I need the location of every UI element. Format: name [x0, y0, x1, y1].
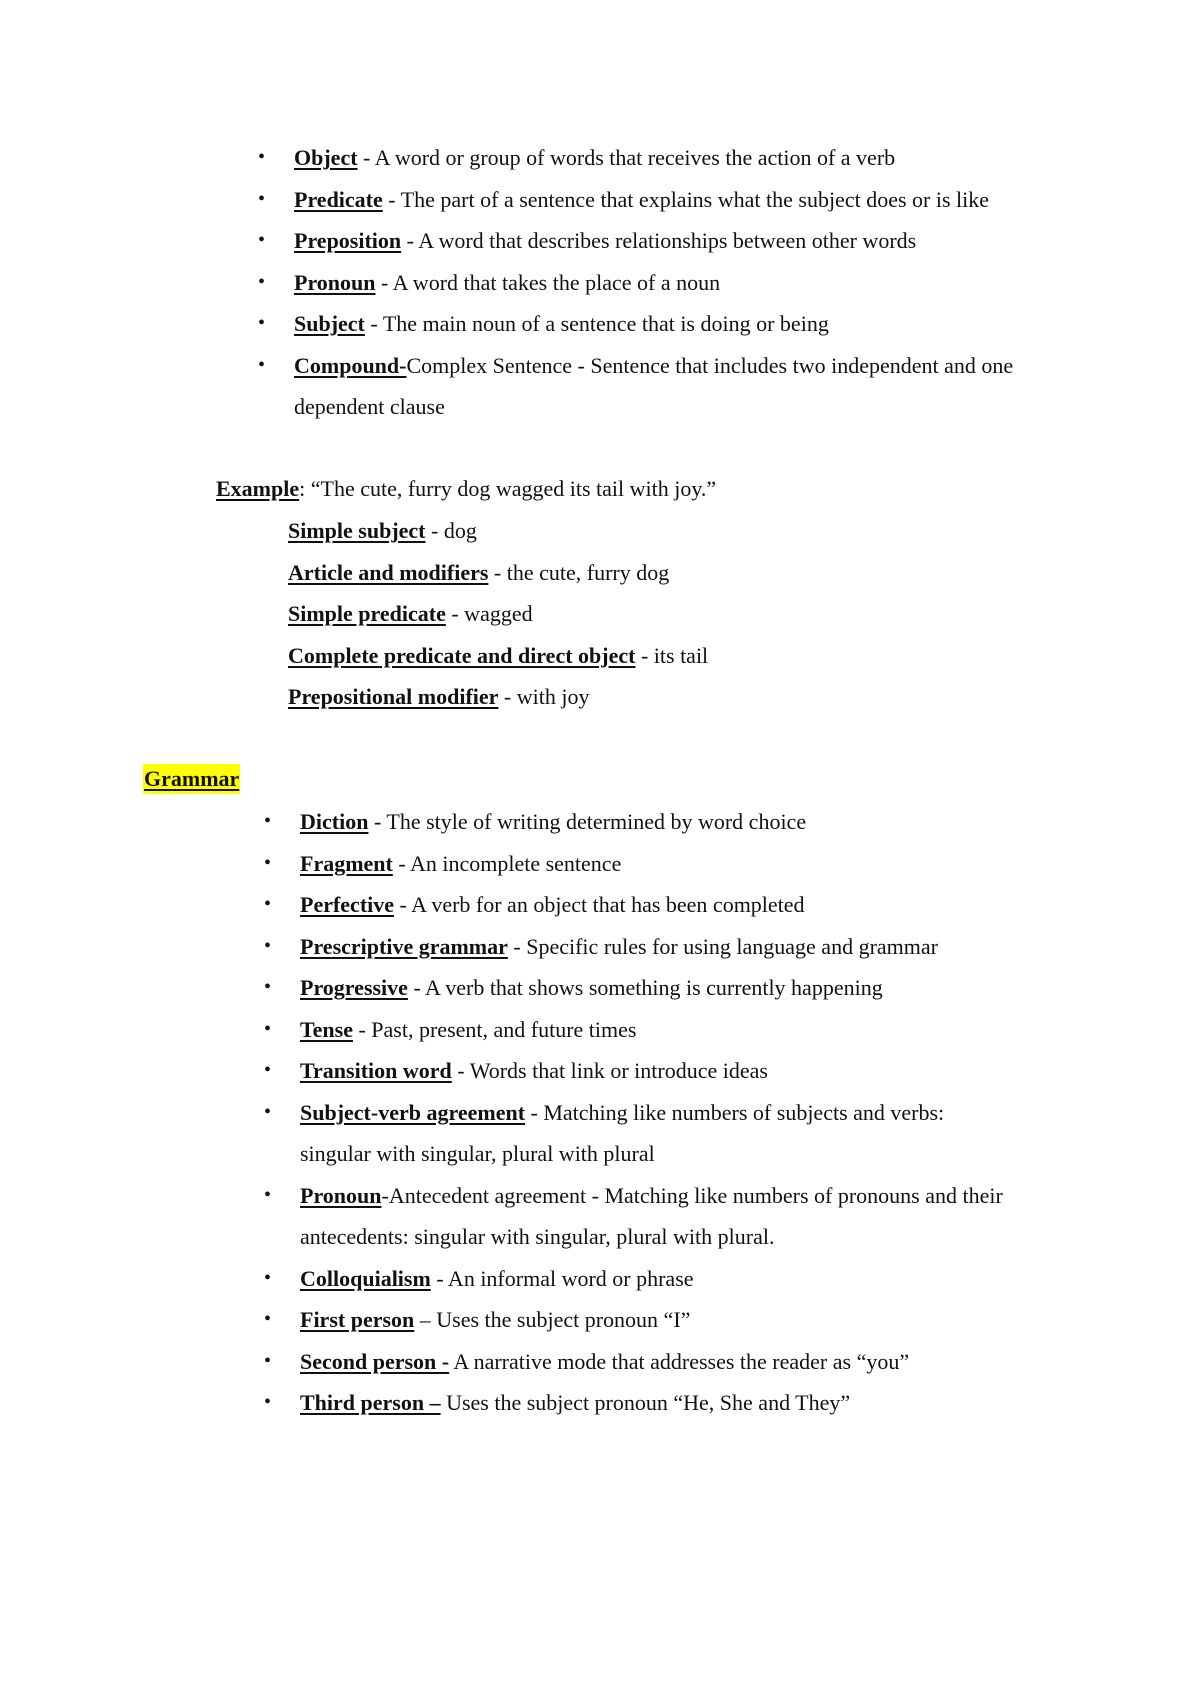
term-label: First person — [300, 1307, 415, 1332]
example-part — [288, 510, 708, 552]
list-item — [258, 303, 1094, 345]
list-item — [258, 262, 1094, 304]
term-label: Perfective — [300, 892, 395, 917]
list-item — [264, 1050, 1100, 1092]
bullet: • — [264, 1349, 272, 1372]
bullet: • — [264, 1308, 272, 1330]
part-value: - dog — [425, 518, 477, 543]
example-part — [288, 635, 708, 677]
list-item — [264, 1258, 1100, 1300]
part-label: Prepositional modifier — [288, 684, 499, 709]
list-item — [264, 1175, 1100, 1217]
bullet: • — [264, 1100, 272, 1123]
list-item — [258, 137, 1094, 179]
example-part — [288, 676, 708, 718]
term-definition: - An informal word or phrase — [430, 1265, 694, 1291]
term-label: Colloquialism — [300, 1265, 431, 1291]
part-value: - wagged — [445, 601, 533, 626]
bullet: • — [258, 146, 266, 168]
example-text: : “The cute, furry dog wagged its tail with joy.” — [299, 476, 717, 501]
term-label: Tense — [300, 1016, 353, 1042]
term-definition: Uses the subject pronoun “He, She and They” — [440, 1390, 851, 1415]
list-item — [264, 1341, 1100, 1383]
term-list-grammar — [264, 801, 1100, 1424]
term-label: Second person - — [300, 1348, 450, 1374]
term-definition: A narrative mode that addresses the reader as “you” — [449, 1348, 910, 1374]
term-definition: Complex Sentence - Sentence that includes two independent and one — [406, 352, 1014, 378]
term-definition: - A verb for an object that has been completed — [394, 892, 805, 917]
term-label: Third person – — [300, 1390, 441, 1415]
term-definition: - An incomplete sentence — [392, 850, 622, 876]
list-item-continuation — [300, 1133, 1100, 1175]
list-item — [264, 967, 1100, 1009]
term-definition: - A word that takes the place of a noun — [375, 269, 721, 295]
term-label: Object — [294, 145, 358, 170]
example-parts-list — [288, 510, 708, 718]
list-item — [264, 843, 1100, 885]
term-definition: - Specific rules for using language and grammar — [507, 933, 938, 959]
term-label: Pronoun — [300, 1182, 382, 1208]
term-definition: - A word or group of words that receives the action of a verb — [357, 145, 896, 170]
list-item — [264, 1382, 1100, 1424]
term-label: Subject-verb agreement — [300, 1099, 526, 1125]
bullet: • — [258, 229, 266, 251]
part-label: Article and modifiers — [288, 559, 489, 585]
bullet: • — [264, 851, 272, 874]
list-item — [264, 1092, 1100, 1134]
bullet: • — [264, 934, 272, 957]
list-item — [264, 1299, 1100, 1341]
term-definition: singular with singular, plural with plural — [300, 1141, 655, 1166]
example-part — [288, 593, 708, 635]
part-value: - with joy — [498, 684, 590, 709]
bullet: • — [264, 1059, 272, 1081]
example-label: Example — [216, 476, 300, 501]
bullet: • — [264, 810, 272, 832]
term-definition: - Words that link or introduce ideas — [451, 1058, 768, 1083]
part-value: - the cute, furry dog — [488, 559, 670, 585]
term-list-top — [258, 137, 1094, 428]
list-item-continuation — [300, 1216, 1100, 1258]
term-definition: antecedents: singular with singular, plural with plural. — [300, 1224, 775, 1249]
bullet: • — [264, 1017, 272, 1040]
bullet: • — [258, 270, 266, 293]
term-label: Transition word — [300, 1058, 452, 1083]
bullet: • — [264, 976, 272, 998]
list-item — [258, 179, 1094, 221]
bullet: • — [264, 1391, 272, 1413]
part-label: Simple subject — [288, 518, 426, 543]
part-label: Complete predicate and direct object — [288, 642, 636, 668]
term-definition: – Uses the subject pronoun “I” — [414, 1307, 691, 1332]
list-item-continuation — [294, 386, 1094, 428]
list-item — [264, 884, 1100, 926]
term-label: Preposition — [294, 228, 402, 253]
example-sentence — [216, 468, 716, 510]
list-item — [258, 345, 1094, 387]
bullet: • — [264, 1183, 272, 1206]
bullet: • — [258, 187, 266, 210]
bullet: • — [258, 312, 266, 334]
term-label: Progressive — [300, 975, 408, 1000]
list-item — [264, 926, 1100, 968]
term-label: Prescriptive grammar — [300, 933, 508, 959]
bullet: • — [264, 893, 272, 915]
term-label: Compound- — [294, 352, 407, 378]
bullet: • — [264, 1266, 272, 1289]
term-definition: - The part of a sentence that explains what the subject does or is like — [382, 186, 990, 212]
term-label: Subject — [294, 311, 365, 336]
list-item — [264, 1009, 1100, 1051]
term-label: Predicate — [294, 186, 383, 212]
part-value: - its tail — [635, 642, 709, 668]
part-label: Simple predicate — [288, 601, 446, 626]
term-definition: - The main noun of a sentence that is doing or being — [364, 311, 829, 336]
term-definition: -Antecedent agreement - Matching like numbers of pronouns and their — [381, 1182, 1003, 1208]
term-label: Pronoun — [294, 269, 376, 295]
grammar-heading: Grammar — [143, 764, 240, 794]
list-item — [258, 220, 1094, 262]
example-part — [288, 552, 708, 594]
term-definition: - A verb that shows something is currently happening — [407, 975, 883, 1000]
bullet: • — [258, 353, 266, 376]
term-label: Diction — [300, 809, 369, 834]
term-definition: dependent clause — [294, 394, 445, 419]
term-definition: - A word that describes relationships between other words — [401, 228, 917, 253]
term-definition: - Past, present, and future times — [352, 1016, 637, 1042]
term-definition: - Matching like numbers of subjects and verbs: — [525, 1099, 945, 1125]
list-item — [264, 801, 1100, 843]
term-label: Fragment — [300, 850, 393, 876]
term-definition: - The style of writing determined by word choice — [368, 809, 807, 834]
